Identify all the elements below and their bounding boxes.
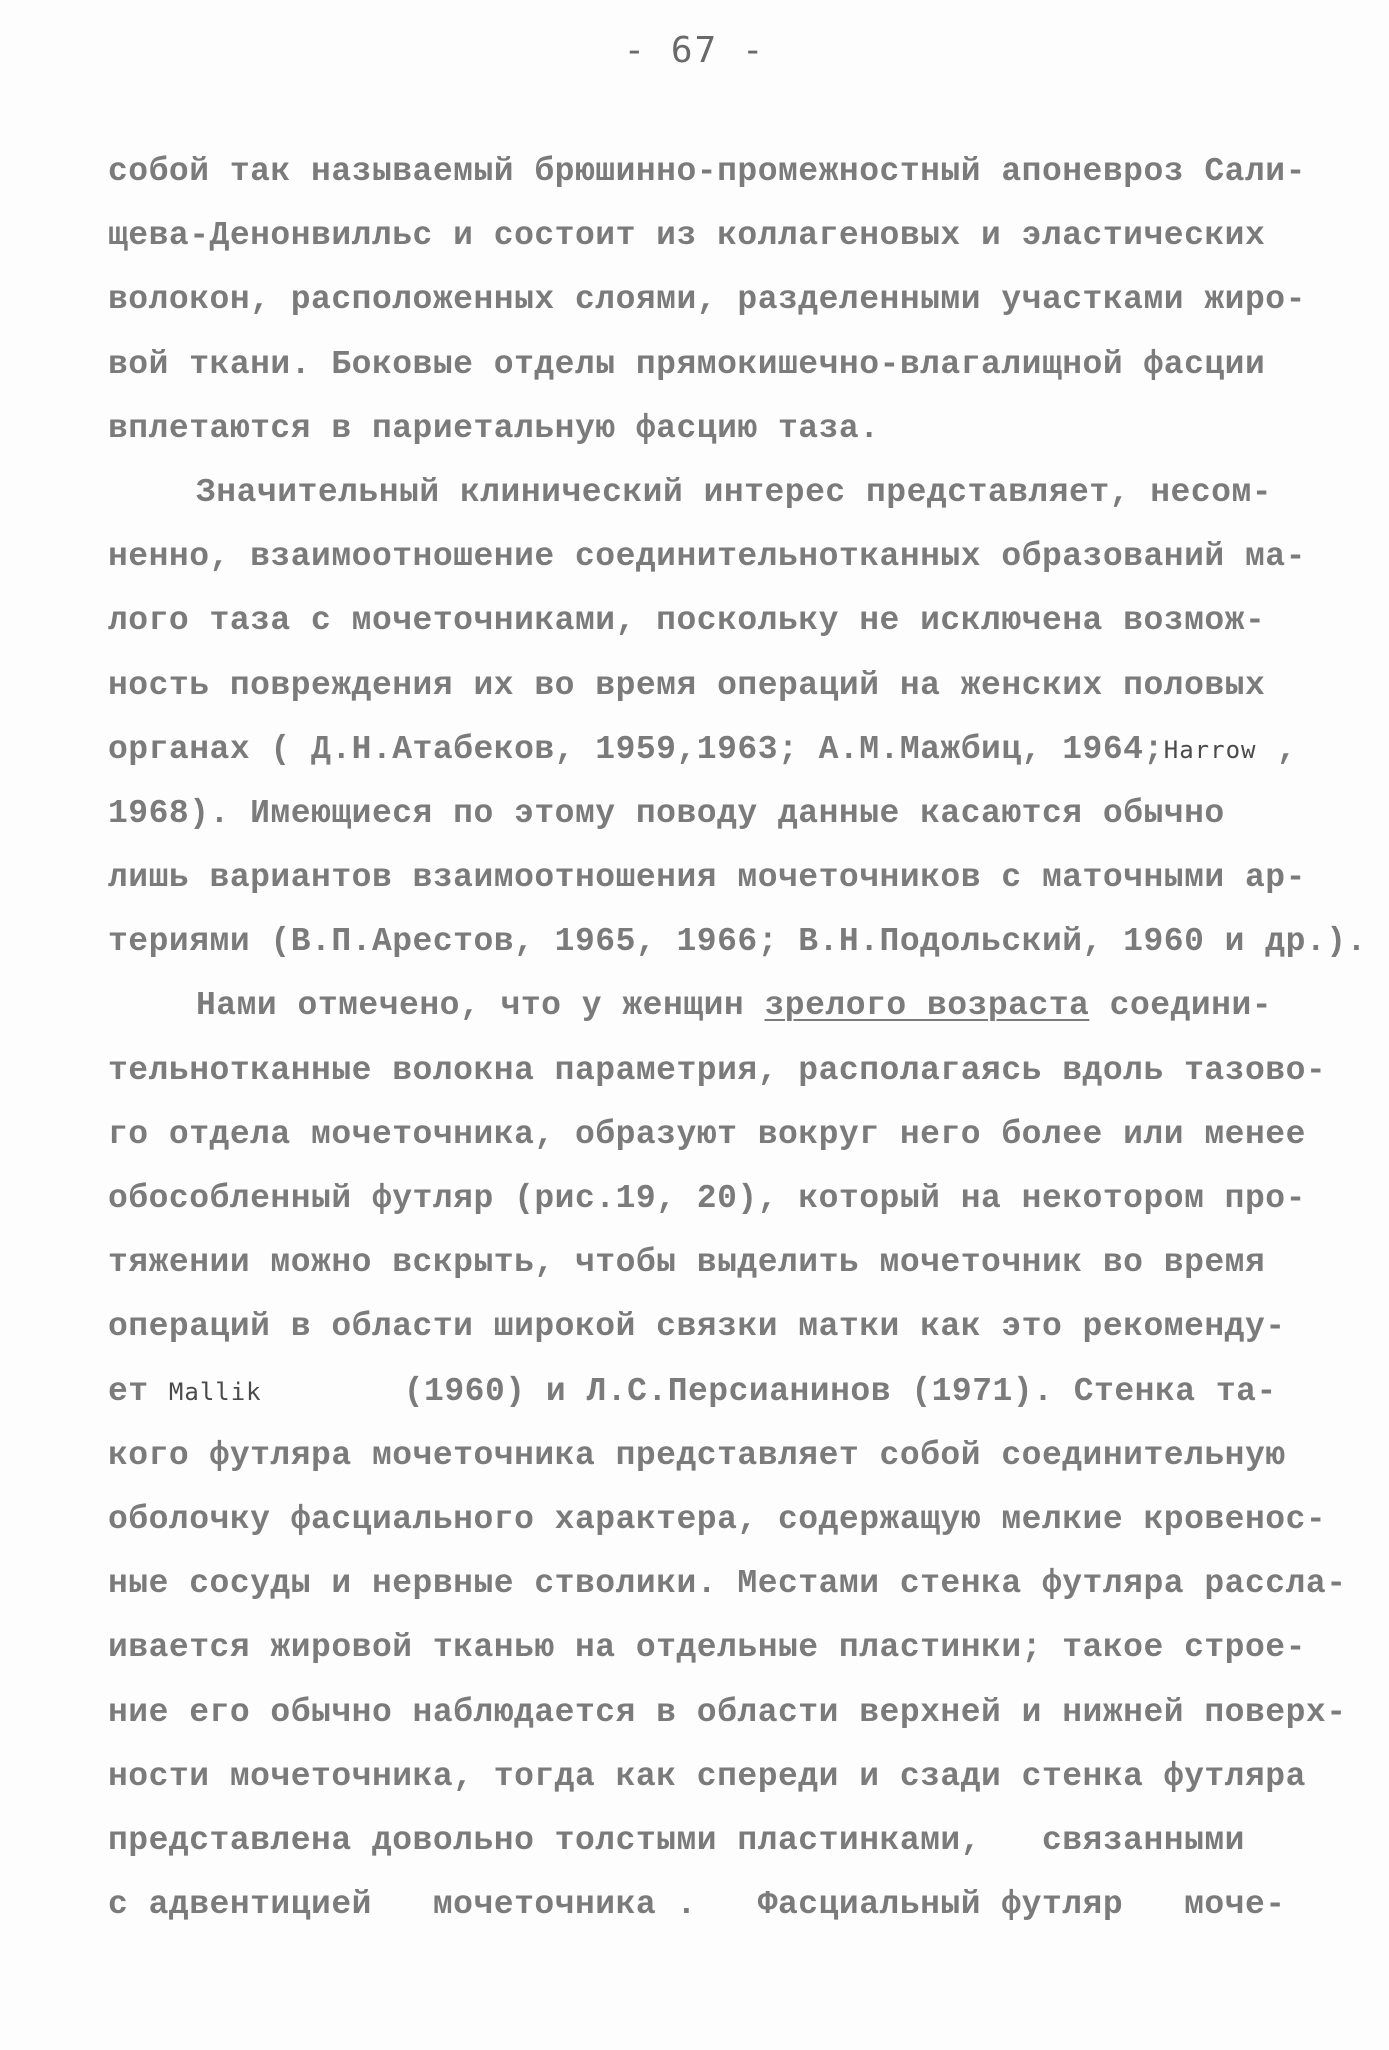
text-line: ность повреждения их во время операций на женских половых (108, 666, 1266, 704)
text-line: го отдела мочеточника, образуют вокруг него более или менее (108, 1115, 1306, 1153)
text-line: тяжении можно вскрыть, чтобы выделить мочеточник во время (108, 1244, 1266, 1282)
text-segment: соедини- (1089, 987, 1273, 1025)
latin-citation: Harrow (1163, 735, 1257, 764)
text-line: с адвентицией мочеточника . Фасциальный футляр моче- (108, 1886, 1286, 1924)
paragraph-start-line: Значительный клинический интерес представляет, несом- (196, 473, 1273, 511)
text-line: оболочку фасциального характера, содержащую мелкие кровенос- (108, 1500, 1327, 1538)
text-segment: Нами отмечено, что у женщин (196, 987, 765, 1025)
text-line (108, 1360, 1298, 1424)
text-line (108, 718, 1298, 782)
text-line: лишь вариантов взаимоотношения мочеточников с маточными ар- (108, 859, 1306, 897)
latin-citation: Mallik (168, 1377, 262, 1406)
text-line: вой ткани. Боковые отделы прямокишечно-влагалищной фасции (108, 345, 1266, 383)
body-text (108, 140, 1367, 1937)
text-segment: ет (108, 1372, 169, 1410)
text-line: ние его обычно наблюдается в области верхней и нижней поверх- (108, 1693, 1347, 1731)
text-line: ные сосуды и нервные стволики. Местами стенка футляра рассла- (108, 1565, 1347, 1603)
text-segment: органах ( Д.Н.Атабеков, 1959,1963; А.М.Мажбиц, 1964; (108, 730, 1164, 768)
text-line: териями (В.П.Арестов, 1965, 1966; В.Н.Подольский, 1960 и др.). (108, 923, 1367, 961)
page-number: - 67 - (623, 30, 766, 71)
text-line: ненно, взаимоотношение соединительнотканных образований ма- (108, 538, 1306, 576)
underlined-phrase: зрелого возраста (764, 987, 1090, 1025)
text-line: кого футляра мочеточника представляет собой соединительную (108, 1436, 1286, 1474)
text-line: тельнотканные волокна параметрия, располагаясь вдоль тазово- (108, 1051, 1327, 1089)
text-line: собой так называемый брюшинно-промежностный апоневроз Сали- (108, 153, 1306, 190)
text-line: ивается жировой тканью на отдельные пластинки; такое строе- (108, 1629, 1306, 1667)
text-line: лого таза с мочеточниками, поскольку не исключена возмож- (108, 602, 1266, 640)
text-line: представлена довольно толстыми пластинками, связанными (108, 1821, 1245, 1859)
text-line: 1968). Имеющиеся по этому поводу данные касаются обычно (108, 794, 1225, 832)
text-line: щева-Денонвилльс и состоит из коллагеновых и эластических (108, 217, 1266, 255)
text-line: операций в области широкой связки матки как это рекоменду- (108, 1308, 1286, 1346)
text-line: волокон, расположенных слоями, разделенными участками жиро- (108, 281, 1306, 319)
text-segment: , (1256, 730, 1298, 768)
text-line: вплетаются в париетальную фасцию таза. (108, 409, 880, 447)
text-line: ности мочеточника, тогда как спереди и сзади стенка футляра (108, 1757, 1306, 1795)
paragraph-start-line (108, 974, 1298, 1038)
text-segment: (1960) и Л.С.Персианинов (1971). Стенка та- (261, 1372, 1277, 1410)
text-line: обособленный футляр (рис.19, 20), который на некотором про- (108, 1180, 1306, 1217)
